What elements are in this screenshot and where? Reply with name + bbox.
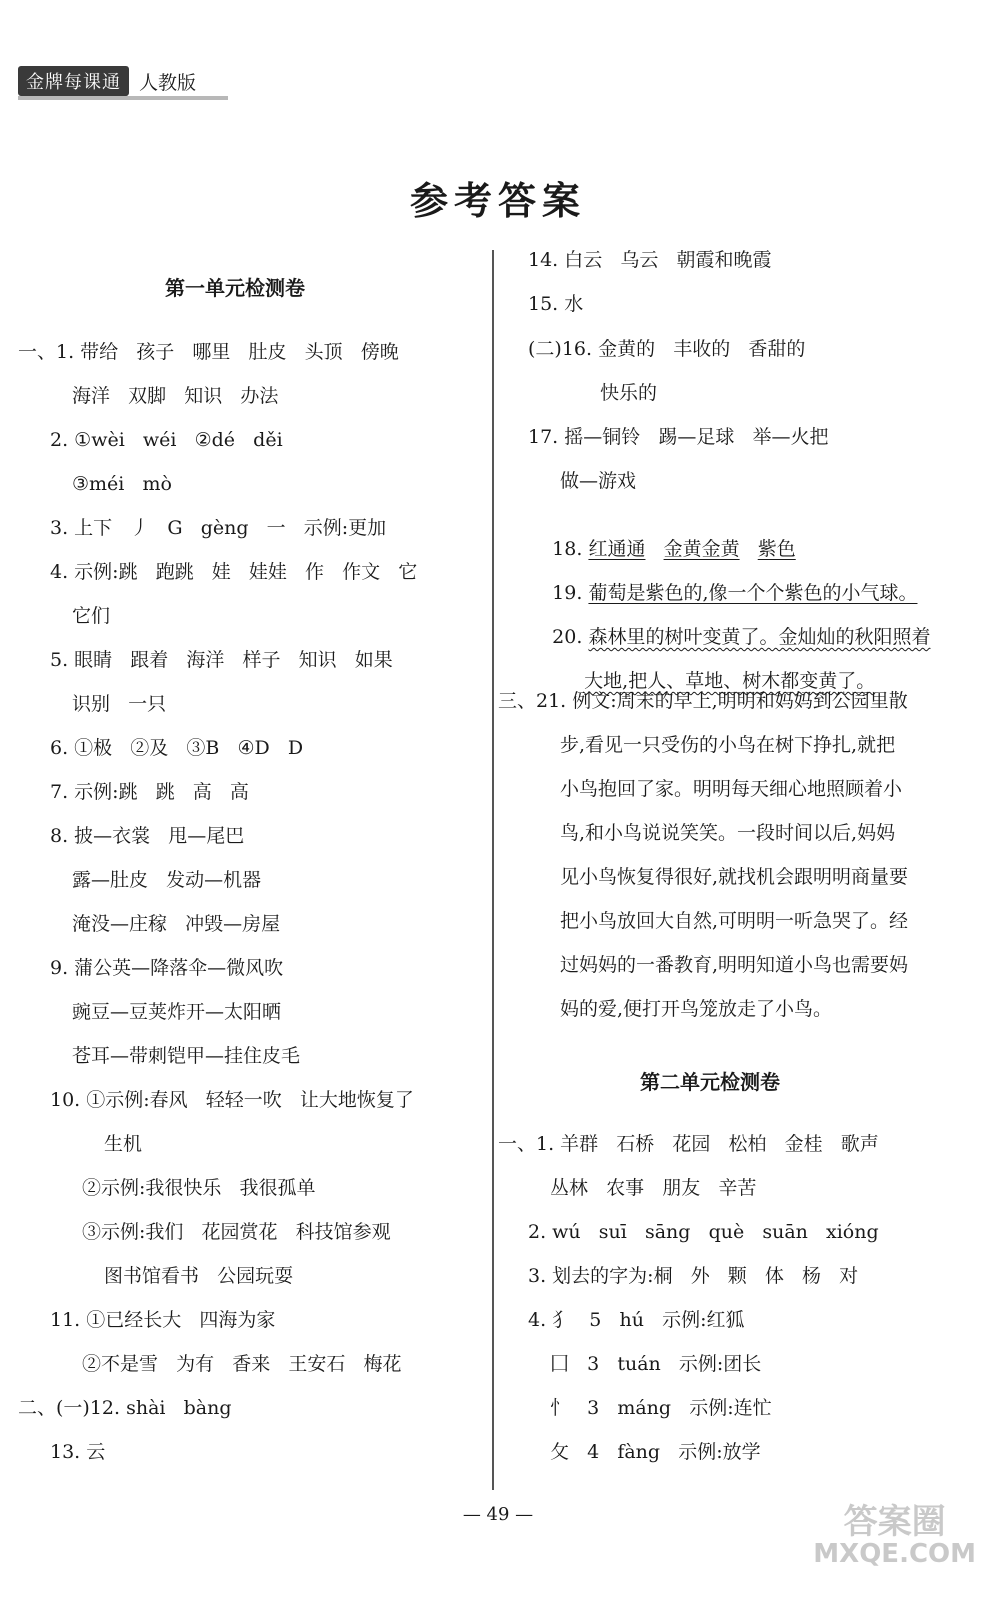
answer-line: 二、(一)12. shài bàng bbox=[18, 1397, 232, 1419]
answer-line: 13. 云 bbox=[50, 1441, 106, 1463]
essay-line: 步,看见一只受伤的小鸟在树下挣扎,就把 bbox=[560, 734, 896, 756]
answer-line: 3. 划去的字为:桐 外 颗 体 杨 对 bbox=[528, 1265, 859, 1287]
unit2-heading: 第二单元检测卷 bbox=[640, 1070, 780, 1094]
unit1-heading: 第一单元检测卷 bbox=[165, 276, 305, 300]
answer-line: 8. 披—衣裳 甩—尾巴 bbox=[50, 825, 245, 847]
answer-line: 14. 白云 乌云 朝霞和晚霞 bbox=[528, 249, 772, 271]
answer-line: 露—肚皮 发动—机器 bbox=[72, 869, 262, 891]
answer-line: 2. ①wèi wéi ②dé děi bbox=[50, 429, 283, 451]
wavy-underlined-answer: 大地,把人、草地、树木都变黄了。 bbox=[584, 670, 876, 692]
question-number: 18. bbox=[552, 538, 583, 560]
answer-line: 10. ①示例:春风 轻轻一吹 让大地恢复了 bbox=[50, 1089, 414, 1111]
answer-line: 图书馆看书 公园玩耍 bbox=[104, 1265, 294, 1287]
brand-label: 金牌每课通 bbox=[18, 66, 129, 96]
answer-line: 一、1. 带给 孩子 哪里 肚皮 头顶 傍晚 bbox=[18, 341, 399, 363]
answer-line: 3. 上下 丿 G gèng 一 示例:更加 bbox=[50, 517, 387, 539]
watermark-domain: MXQE.COM bbox=[813, 1539, 976, 1569]
answer-line: 11. ①已经长大 四海为家 bbox=[50, 1309, 276, 1331]
essay-line: 三、21. 例文:周末的早上,明明和妈妈到公园里散 bbox=[498, 690, 908, 712]
essay-line: 见小鸟恢复得很好,就找机会跟明明商量要 bbox=[560, 866, 909, 888]
essay-line: 鸟,和小鸟说说笑笑。一段时间以后,妈妈 bbox=[560, 822, 896, 844]
answer-line: 2. wú suī sāng què suān xióng bbox=[528, 1221, 879, 1243]
question-number: 20. bbox=[552, 626, 583, 648]
answer-line: 忄 3 máng 示例:连忙 bbox=[550, 1397, 772, 1419]
site-watermark bbox=[813, 1502, 976, 1569]
page-header bbox=[18, 66, 196, 96]
answer-line: 攵 4 fàng 示例:放学 bbox=[550, 1441, 761, 1463]
answer-line: 识别 一只 bbox=[72, 693, 167, 715]
answer-line: ②不是雪 为有 香来 王安石 梅花 bbox=[82, 1353, 402, 1375]
answer-line: 海洋 双脚 知识 办法 bbox=[72, 385, 279, 407]
answer-line: ③示例:我们 花园赏花 科技馆参观 bbox=[82, 1221, 391, 1243]
answer-line: 4. 示例:跳 跑跳 娃 娃娃 作 作文 它 bbox=[50, 561, 418, 583]
underlined-answer: 葡萄是紫色的,像一个个紫色的小气球。 bbox=[588, 582, 918, 604]
wavy-underlined-answer: 森林里的树叶变黄了。金灿灿的秋阳照着 bbox=[588, 626, 931, 648]
page-number: — 49 — bbox=[462, 1504, 534, 1525]
column-divider bbox=[492, 250, 494, 1490]
answer-line: 5. 眼睛 跟着 海洋 样子 知识 如果 bbox=[50, 649, 393, 671]
answer-line: 囗 3 tuán 示例:团长 bbox=[550, 1353, 762, 1375]
underlined-answer: 紫色 bbox=[757, 538, 796, 560]
essay-line: 小鸟抱回了家。明明每天细心地照顾着小 bbox=[560, 778, 903, 800]
header-rule bbox=[18, 96, 228, 100]
essay-line: 妈的爱,便打开鸟笼放走了小鸟。 bbox=[560, 998, 833, 1020]
answer-line: 9. 蒲公英—降落伞—微风吹 bbox=[50, 957, 284, 979]
answer-line: 丛林 农事 朋友 辛苦 bbox=[550, 1177, 757, 1199]
answer-line: ②示例:我很快乐 我很孤单 bbox=[82, 1177, 316, 1199]
answer-line: 苍耳—带刺铠甲—挂住皮毛 bbox=[72, 1045, 301, 1067]
answer-line: 淹没—庄稼 冲毁—房屋 bbox=[72, 913, 281, 935]
answer-line: 6. ①极 ②及 ③B ④D D bbox=[50, 737, 304, 759]
underlined-answer: 金黄金黄 bbox=[663, 538, 740, 560]
answer-line: 17. 摇—铜铃 踢—足球 举—火把 bbox=[528, 426, 829, 448]
essay-line: 把小鸟放回大自然,可明明一听急哭了。经 bbox=[560, 910, 909, 932]
answer-line: 生机 bbox=[104, 1133, 143, 1155]
answer-line: 它们 bbox=[72, 605, 111, 627]
answer-line: 一、1. 羊群 石桥 花园 松柏 金桂 歌声 bbox=[498, 1133, 879, 1155]
page-title: 参考答案 bbox=[409, 178, 586, 223]
edition-label: 人教版 bbox=[139, 71, 197, 94]
answer-line: 15. 水 bbox=[528, 293, 584, 315]
answer-line: 豌豆—豆荚炸开—太阳晒 bbox=[72, 1001, 282, 1023]
answer-line: 快乐的 bbox=[600, 382, 658, 404]
answer-line: 做—游戏 bbox=[560, 470, 637, 492]
question-number: 19. bbox=[552, 582, 583, 604]
underlined-answer: 红通通 bbox=[588, 538, 646, 560]
answer-line: 7. 示例:跳 跳 高 高 bbox=[50, 781, 249, 803]
answer-line: 4. 犭 5 hú 示例:红狐 bbox=[528, 1309, 745, 1331]
answer-line: ③méi mò bbox=[72, 473, 172, 495]
essay-line: 过妈妈的一番教育,明明知道小鸟也需要妈 bbox=[560, 954, 909, 976]
watermark-text: 答案圈 bbox=[843, 1502, 946, 1542]
answer-line: (二)16. 金黄的 丰收的 香甜的 bbox=[528, 338, 806, 360]
